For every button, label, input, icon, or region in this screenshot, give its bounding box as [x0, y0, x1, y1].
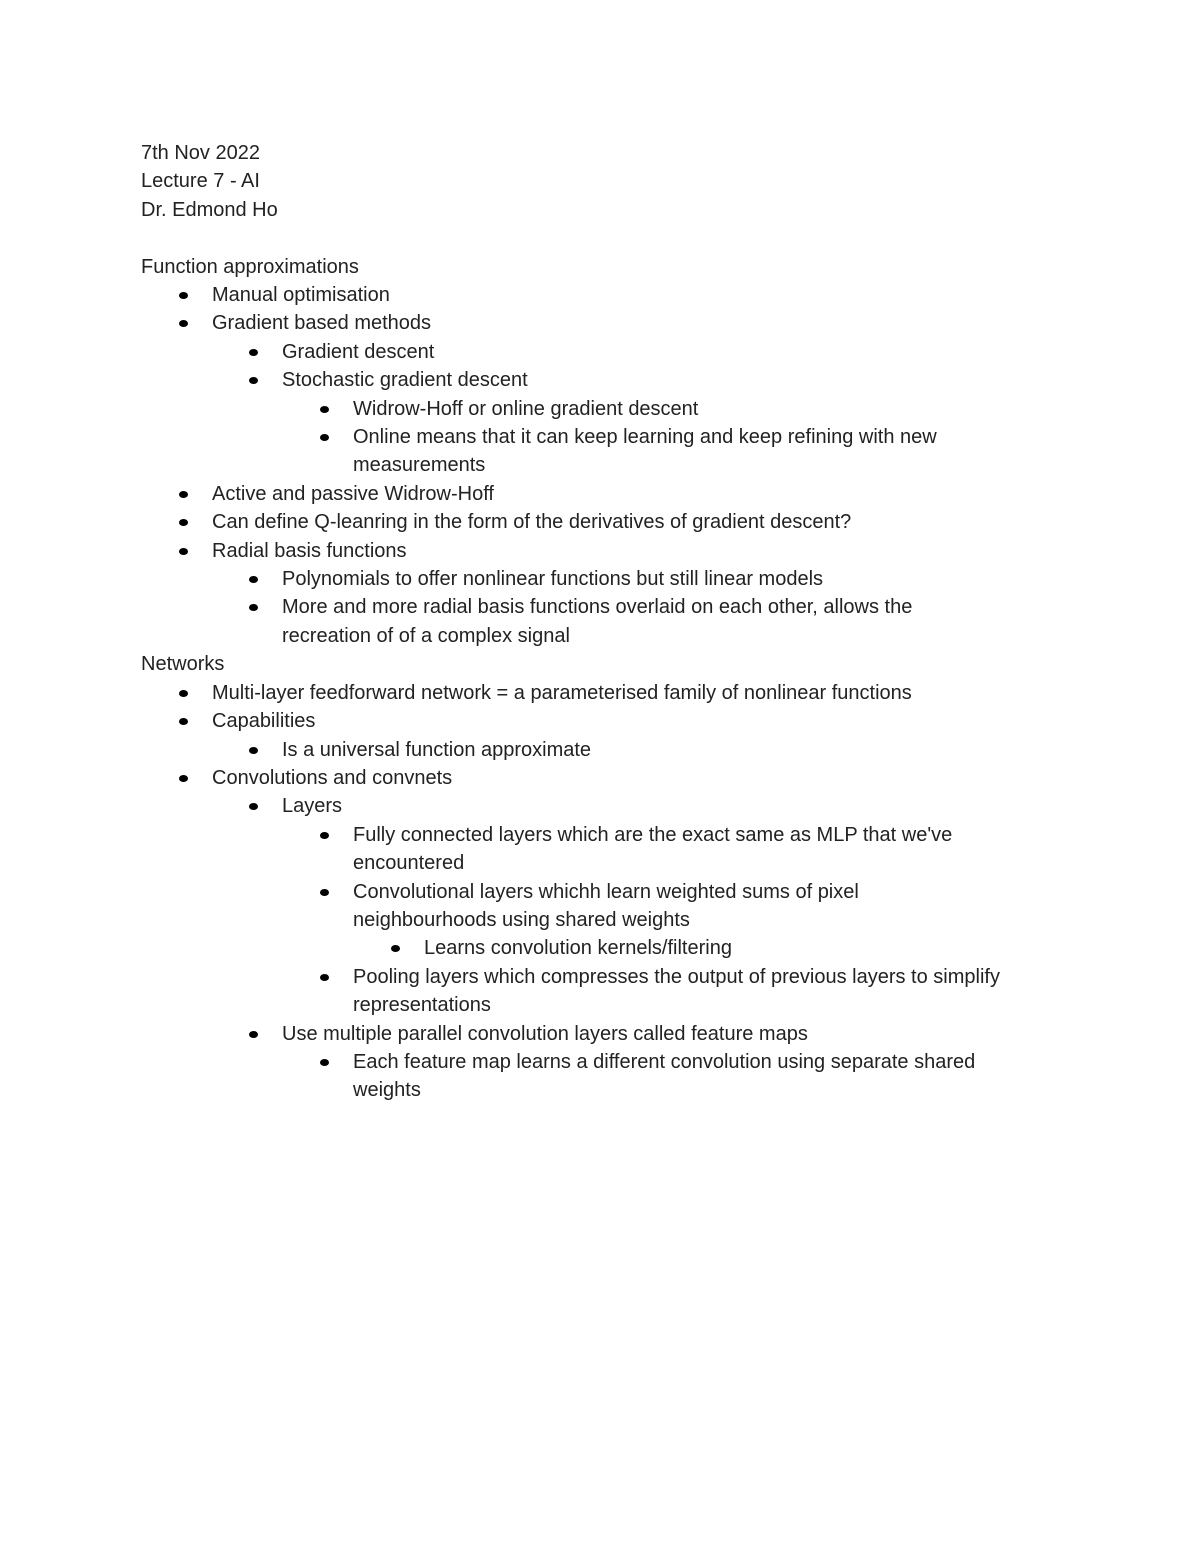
list-item: Manual optimisation [141, 281, 1101, 309]
blank-line [141, 224, 1101, 252]
list-item: Gradient based methods [141, 309, 1101, 337]
document-page [141, 139, 1101, 1105]
list-item: Layers [141, 792, 1101, 820]
list-item: Widrow-Hoff or online gradient descent [141, 395, 1101, 423]
date-line: 7th Nov 2022 [141, 142, 260, 164]
list-item: Online means that it can keep learning and keep refining with new measurements [141, 423, 993, 480]
list-item: Convolutions and convnets [141, 764, 1101, 792]
list-item: Polynomials to offer nonlinear functions but still linear models [141, 565, 1101, 593]
list-item: More and more radial basis functions overlaid on each other, allows the recreation of of a complex signal [141, 593, 982, 650]
section-heading-function-approximations: Function approximations [141, 255, 359, 278]
section-heading-networks: Networks [141, 653, 225, 676]
lecture-title: Lecture 7 - AI [141, 170, 260, 193]
lecturer-name: Dr. Edmond Ho [141, 198, 278, 221]
list-item: Fully connected layers which are the exact same as MLP that we've encountered [141, 821, 1023, 878]
list-item: Can define Q-leanring in the form of the derivatives of gradient descent? [141, 508, 1101, 536]
list-item: Stochastic gradient descent [141, 366, 1101, 394]
list-item: Multi-layer feedforward network = a parameterised family of nonlinear functions [141, 679, 1101, 707]
list-item: Active and passive Widrow-Hoff [141, 480, 1101, 508]
list-item: Radial basis functions [141, 537, 1101, 565]
list-item: Capabilities [141, 707, 1101, 735]
list-item: Convolutional layers whichh learn weighted sums of pixel neighbourhoods using shared weights [141, 878, 913, 935]
list-item: Gradient descent [141, 338, 1101, 366]
list-item: Each feature map learns a different convolution using separate shared weights [141, 1048, 1033, 1105]
list-item: Learns convolution kernels/filtering [141, 934, 1101, 962]
list-item: Pooling layers which compresses the output of previous layers to simplify representations [141, 963, 1053, 1020]
list-item: Is a universal function approximate [141, 736, 1101, 764]
list-item: Use multiple parallel convolution layers called feature maps [141, 1020, 1101, 1048]
